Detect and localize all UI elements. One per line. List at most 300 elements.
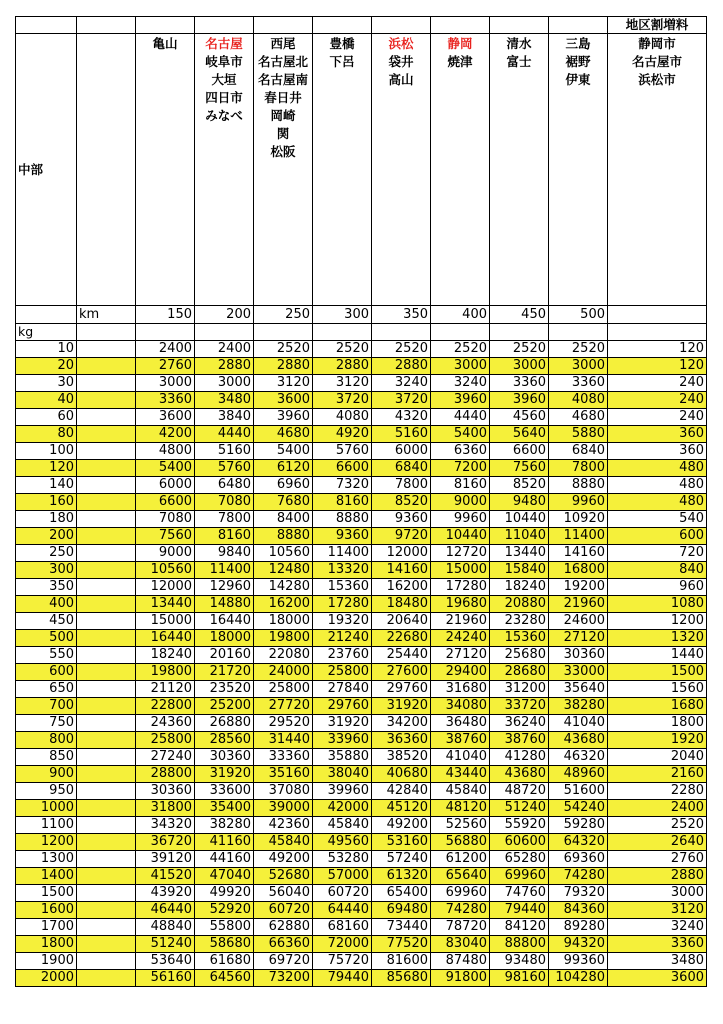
price-cell: 39000 <box>254 800 313 817</box>
price-cell: 21240 <box>313 630 372 647</box>
price-cell: 20880 <box>490 596 549 613</box>
price-cell: 83040 <box>431 936 490 953</box>
distance-km-cell <box>608 306 707 324</box>
table-row <box>16 562 707 579</box>
weight-kg-cell: 180 <box>16 511 77 528</box>
price-cell: 27840 <box>313 681 372 698</box>
table-row <box>16 630 707 647</box>
price-cell: 3360 <box>490 375 549 392</box>
blank-cell <box>77 732 136 749</box>
price-cell: 23520 <box>195 681 254 698</box>
price-cell: 69960 <box>490 868 549 885</box>
price-cell: 5640 <box>490 426 549 443</box>
price-cell: 9480 <box>490 494 549 511</box>
price-cell: 11400 <box>313 545 372 562</box>
price-cell: 58680 <box>195 936 254 953</box>
price-cell: 48120 <box>431 800 490 817</box>
price-cell: 64560 <box>195 970 254 987</box>
blank-cell <box>77 970 136 987</box>
city-name: 下呂 <box>329 54 355 69</box>
distance-km-cell: 400 <box>431 306 490 324</box>
price-cell: 7800 <box>549 460 608 477</box>
city-name: 静岡市 <box>638 36 676 51</box>
price-cell: 5160 <box>372 426 431 443</box>
price-cell: 31920 <box>313 715 372 732</box>
table-row <box>16 698 707 715</box>
blank-cell <box>77 375 136 392</box>
blank-cell <box>77 341 136 358</box>
price-cell: 6000 <box>136 477 195 494</box>
price-cell: 2520 <box>313 341 372 358</box>
blank-cell <box>431 17 490 34</box>
blank-cell <box>77 494 136 511</box>
weight-kg-cell: 60 <box>16 409 77 426</box>
price-cell: 39120 <box>136 851 195 868</box>
blank-cell <box>77 834 136 851</box>
surcharge-cell: 720 <box>608 545 707 562</box>
table-row <box>16 460 707 477</box>
price-cell: 6600 <box>490 443 549 460</box>
price-cell: 94320 <box>549 936 608 953</box>
weight-kg-cell: 1700 <box>16 919 77 936</box>
price-cell: 41040 <box>549 715 608 732</box>
price-cell: 3600 <box>136 409 195 426</box>
price-cell: 41280 <box>490 749 549 766</box>
price-cell: 45120 <box>372 800 431 817</box>
price-cell: 4920 <box>313 426 372 443</box>
price-cell: 29400 <box>431 664 490 681</box>
surcharge-cell: 3120 <box>608 902 707 919</box>
blank-cell <box>608 324 707 341</box>
price-cell: 44160 <box>195 851 254 868</box>
price-cell: 25200 <box>195 698 254 715</box>
price-cell: 41520 <box>136 868 195 885</box>
price-cell: 35640 <box>549 681 608 698</box>
price-cell: 4080 <box>313 409 372 426</box>
surcharge-cell: 2880 <box>608 868 707 885</box>
price-cell: 36360 <box>372 732 431 749</box>
price-cell: 8400 <box>254 511 313 528</box>
blank-cell <box>372 324 431 341</box>
blank-cell <box>313 324 372 341</box>
table-row <box>16 596 707 613</box>
weight-kg-cell: 1400 <box>16 868 77 885</box>
distance-km-cell: 250 <box>254 306 313 324</box>
blank-cell <box>195 17 254 34</box>
price-cell: 2760 <box>136 358 195 375</box>
surcharge-cell: 840 <box>608 562 707 579</box>
blank-cell <box>77 460 136 477</box>
price-cell: 69360 <box>549 851 608 868</box>
price-cell: 7200 <box>431 460 490 477</box>
surcharge-cell: 2520 <box>608 817 707 834</box>
price-cell: 33360 <box>254 749 313 766</box>
weight-kg-cell: 650 <box>16 681 77 698</box>
blank-cell <box>77 630 136 647</box>
surcharge-cell: 960 <box>608 579 707 596</box>
price-cell: 104280 <box>549 970 608 987</box>
price-cell: 49560 <box>313 834 372 851</box>
blank-cell <box>77 681 136 698</box>
surcharge-cell: 1920 <box>608 732 707 749</box>
blank-cell <box>77 392 136 409</box>
destination-header-cell <box>608 34 707 306</box>
price-cell: 42000 <box>313 800 372 817</box>
price-cell: 69480 <box>372 902 431 919</box>
price-cell: 14160 <box>549 545 608 562</box>
price-cell: 16800 <box>549 562 608 579</box>
price-cell: 20640 <box>372 613 431 630</box>
price-cell: 56880 <box>431 834 490 851</box>
price-cell: 2520 <box>490 341 549 358</box>
weight-kg-cell: 900 <box>16 766 77 783</box>
price-cell: 2880 <box>195 358 254 375</box>
price-cell: 7560 <box>490 460 549 477</box>
blank-cell <box>77 324 136 341</box>
blank-cell <box>77 17 136 34</box>
weight-kg-cell: 2000 <box>16 970 77 987</box>
price-cell: 30360 <box>136 783 195 800</box>
price-cell: 19200 <box>549 579 608 596</box>
surcharge-cell: 1500 <box>608 664 707 681</box>
price-cell: 51240 <box>490 800 549 817</box>
price-cell: 35160 <box>254 766 313 783</box>
price-cell: 2880 <box>313 358 372 375</box>
surcharge-header: 地区割増料 <box>608 17 707 34</box>
price-cell: 7320 <box>313 477 372 494</box>
blank-cell <box>77 715 136 732</box>
surcharge-cell: 360 <box>608 426 707 443</box>
price-cell: 19680 <box>431 596 490 613</box>
price-cell: 98160 <box>490 970 549 987</box>
price-cell: 2880 <box>254 358 313 375</box>
table-row <box>16 664 707 681</box>
price-cell: 12720 <box>431 545 490 562</box>
destination-header-cell <box>372 34 431 306</box>
city-name: みなべ <box>205 108 243 123</box>
table-row <box>16 817 707 834</box>
weight-kg-cell: 300 <box>16 562 77 579</box>
price-cell: 3720 <box>372 392 431 409</box>
city-name: 裾野 <box>565 54 591 69</box>
price-cell: 93480 <box>490 953 549 970</box>
city-name: 伊東 <box>565 72 591 87</box>
price-cell: 73200 <box>254 970 313 987</box>
price-cell: 6480 <box>195 477 254 494</box>
price-cell: 4080 <box>549 392 608 409</box>
title-row <box>16 17 707 34</box>
price-cell: 51600 <box>549 783 608 800</box>
price-cell: 21960 <box>431 613 490 630</box>
price-cell: 37080 <box>254 783 313 800</box>
weight-kg-cell: 1000 <box>16 800 77 817</box>
price-cell: 2880 <box>372 358 431 375</box>
price-cell: 48840 <box>136 919 195 936</box>
price-cell: 10440 <box>431 528 490 545</box>
price-cell: 17280 <box>431 579 490 596</box>
price-cell: 53160 <box>372 834 431 851</box>
blank-cell <box>77 749 136 766</box>
city-name: 名古屋 <box>205 36 243 51</box>
price-cell: 12960 <box>195 579 254 596</box>
price-cell: 5400 <box>254 443 313 460</box>
city-name: 春日井 <box>264 90 302 105</box>
surcharge-cell: 2760 <box>608 851 707 868</box>
price-cell: 31920 <box>372 698 431 715</box>
price-cell: 74280 <box>431 902 490 919</box>
blank-cell <box>77 902 136 919</box>
blank-cell <box>77 919 136 936</box>
surcharge-cell: 2280 <box>608 783 707 800</box>
table-row <box>16 443 707 460</box>
price-cell: 38280 <box>195 817 254 834</box>
price-cell: 8880 <box>549 477 608 494</box>
price-cell: 38040 <box>313 766 372 783</box>
price-cell: 35400 <box>195 800 254 817</box>
blank-cell <box>136 324 195 341</box>
price-cell: 15360 <box>313 579 372 596</box>
price-cell: 45840 <box>313 817 372 834</box>
price-cell: 68160 <box>313 919 372 936</box>
price-cell: 24360 <box>136 715 195 732</box>
price-cell: 22680 <box>372 630 431 647</box>
price-cell: 3000 <box>136 375 195 392</box>
price-cell: 62880 <box>254 919 313 936</box>
price-cell: 65400 <box>372 885 431 902</box>
price-cell: 2400 <box>136 341 195 358</box>
price-cell: 36480 <box>431 715 490 732</box>
price-cell: 12000 <box>136 579 195 596</box>
distance-km-cell: 300 <box>313 306 372 324</box>
price-cell: 11040 <box>490 528 549 545</box>
destination-header-cell <box>490 34 549 306</box>
price-cell: 9360 <box>313 528 372 545</box>
price-cell: 2520 <box>549 341 608 358</box>
surcharge-cell: 2400 <box>608 800 707 817</box>
weight-kg-cell: 450 <box>16 613 77 630</box>
price-cell: 13440 <box>136 596 195 613</box>
table-row <box>16 341 707 358</box>
table-row <box>16 749 707 766</box>
price-cell: 2520 <box>372 341 431 358</box>
weight-kg-cell: 850 <box>16 749 77 766</box>
price-cell: 6120 <box>254 460 313 477</box>
price-cell: 47040 <box>195 868 254 885</box>
blank-cell <box>136 17 195 34</box>
surcharge-cell: 1800 <box>608 715 707 732</box>
blank-cell <box>77 545 136 562</box>
price-cell: 21720 <box>195 664 254 681</box>
price-cell: 77520 <box>372 936 431 953</box>
weight-kg-cell: 200 <box>16 528 77 545</box>
table-row <box>16 919 707 936</box>
weight-kg-cell: 800 <box>16 732 77 749</box>
surcharge-cell: 240 <box>608 392 707 409</box>
blank-cell <box>77 528 136 545</box>
city-name: 岡崎 <box>270 108 296 123</box>
blank-cell <box>77 766 136 783</box>
weight-kg-cell: 400 <box>16 596 77 613</box>
price-cell: 10440 <box>490 511 549 528</box>
price-cell: 8520 <box>372 494 431 511</box>
price-cell: 27120 <box>431 647 490 664</box>
weight-kg-cell: 80 <box>16 426 77 443</box>
price-cell: 9960 <box>431 511 490 528</box>
blank-cell <box>77 511 136 528</box>
price-cell: 84120 <box>490 919 549 936</box>
table-row <box>16 970 707 987</box>
blank-cell <box>16 17 77 34</box>
city-name: 名古屋市 <box>631 54 682 69</box>
surcharge-cell: 240 <box>608 409 707 426</box>
price-cell: 6600 <box>313 460 372 477</box>
table-row <box>16 494 707 511</box>
price-cell: 61320 <box>372 868 431 885</box>
price-cell: 33000 <box>549 664 608 681</box>
table-row <box>16 426 707 443</box>
price-cell: 30360 <box>195 749 254 766</box>
price-cell: 5400 <box>136 460 195 477</box>
city-name: 豊橋 <box>329 36 355 51</box>
price-cell: 60600 <box>490 834 549 851</box>
destination-header-cell <box>431 34 490 306</box>
price-cell: 5160 <box>195 443 254 460</box>
table-row <box>16 545 707 562</box>
surcharge-cell: 1200 <box>608 613 707 630</box>
surcharge-cell: 3480 <box>608 953 707 970</box>
price-cell: 6000 <box>372 443 431 460</box>
price-cell: 78720 <box>431 919 490 936</box>
price-cell: 8520 <box>490 477 549 494</box>
price-cell: 55920 <box>490 817 549 834</box>
blank-cell <box>77 817 136 834</box>
price-cell: 5400 <box>431 426 490 443</box>
price-cell: 3720 <box>313 392 372 409</box>
price-cell: 3240 <box>372 375 431 392</box>
price-cell: 8160 <box>195 528 254 545</box>
price-cell: 18000 <box>195 630 254 647</box>
price-cell: 43680 <box>549 732 608 749</box>
price-cell: 65640 <box>431 868 490 885</box>
price-cell: 14880 <box>195 596 254 613</box>
price-cell: 17280 <box>313 596 372 613</box>
blank-cell <box>77 596 136 613</box>
price-cell: 52560 <box>431 817 490 834</box>
price-cell: 69960 <box>431 885 490 902</box>
weight-kg-cell: 500 <box>16 630 77 647</box>
surcharge-cell: 2640 <box>608 834 707 851</box>
price-cell: 61200 <box>431 851 490 868</box>
table-row <box>16 902 707 919</box>
surcharge-cell: 3240 <box>608 919 707 936</box>
table-row <box>16 477 707 494</box>
price-cell: 5760 <box>313 443 372 460</box>
table-row <box>16 800 707 817</box>
surcharge-cell: 480 <box>608 477 707 494</box>
price-cell: 34080 <box>431 698 490 715</box>
price-cell: 40680 <box>372 766 431 783</box>
price-cell: 4680 <box>254 426 313 443</box>
table-row <box>16 647 707 664</box>
distance-km-cell: 150 <box>136 306 195 324</box>
price-cell: 56040 <box>254 885 313 902</box>
price-cell: 33720 <box>490 698 549 715</box>
surcharge-cell: 480 <box>608 494 707 511</box>
price-cell: 16200 <box>254 596 313 613</box>
price-cell: 25440 <box>372 647 431 664</box>
price-cell: 28800 <box>136 766 195 783</box>
km-label: km <box>77 306 136 324</box>
price-cell: 24240 <box>431 630 490 647</box>
price-cell: 27720 <box>254 698 313 715</box>
weight-kg-cell: 40 <box>16 392 77 409</box>
price-cell: 2520 <box>254 341 313 358</box>
price-cell: 3960 <box>254 409 313 426</box>
table-row <box>16 936 707 953</box>
price-cell: 23280 <box>490 613 549 630</box>
price-cell: 79320 <box>549 885 608 902</box>
price-cell: 89280 <box>549 919 608 936</box>
price-cell: 3360 <box>549 375 608 392</box>
price-cell: 24600 <box>549 613 608 630</box>
weight-kg-cell: 120 <box>16 460 77 477</box>
weight-kg-cell: 10 <box>16 341 77 358</box>
price-cell: 11400 <box>549 528 608 545</box>
blank-cell <box>77 562 136 579</box>
price-cell: 6360 <box>431 443 490 460</box>
weight-kg-cell: 1100 <box>16 817 77 834</box>
blank-cell <box>549 324 608 341</box>
surcharge-cell: 2040 <box>608 749 707 766</box>
price-cell: 7080 <box>136 511 195 528</box>
price-cell: 22800 <box>136 698 195 715</box>
price-cell: 30360 <box>549 647 608 664</box>
price-cell: 43440 <box>431 766 490 783</box>
price-cell: 18240 <box>490 579 549 596</box>
city-name: 清水 <box>506 36 532 51</box>
price-cell: 22080 <box>254 647 313 664</box>
blank-cell <box>77 953 136 970</box>
price-cell: 4440 <box>195 426 254 443</box>
price-cell: 85680 <box>372 970 431 987</box>
city-name: 焼津 <box>447 54 473 69</box>
price-cell: 18480 <box>372 596 431 613</box>
blank-cell <box>77 426 136 443</box>
price-cell: 54240 <box>549 800 608 817</box>
price-cell: 4560 <box>490 409 549 426</box>
price-cell: 25680 <box>490 647 549 664</box>
price-cell: 26880 <box>195 715 254 732</box>
price-cell: 24000 <box>254 664 313 681</box>
weight-kg-cell: 1300 <box>16 851 77 868</box>
price-cell: 79440 <box>490 902 549 919</box>
price-cell: 41160 <box>195 834 254 851</box>
price-cell: 46440 <box>136 902 195 919</box>
price-cell: 88800 <box>490 936 549 953</box>
weight-kg-cell: 1200 <box>16 834 77 851</box>
weight-kg-cell: 30 <box>16 375 77 392</box>
table-row <box>16 613 707 630</box>
weight-kg-cell: 250 <box>16 545 77 562</box>
price-cell: 21960 <box>549 596 608 613</box>
price-cell: 19320 <box>313 613 372 630</box>
price-cell: 3120 <box>313 375 372 392</box>
price-cell: 9000 <box>136 545 195 562</box>
price-cell: 35880 <box>313 749 372 766</box>
price-cell: 15000 <box>136 613 195 630</box>
surcharge-cell: 1080 <box>608 596 707 613</box>
weight-kg-cell: 20 <box>16 358 77 375</box>
